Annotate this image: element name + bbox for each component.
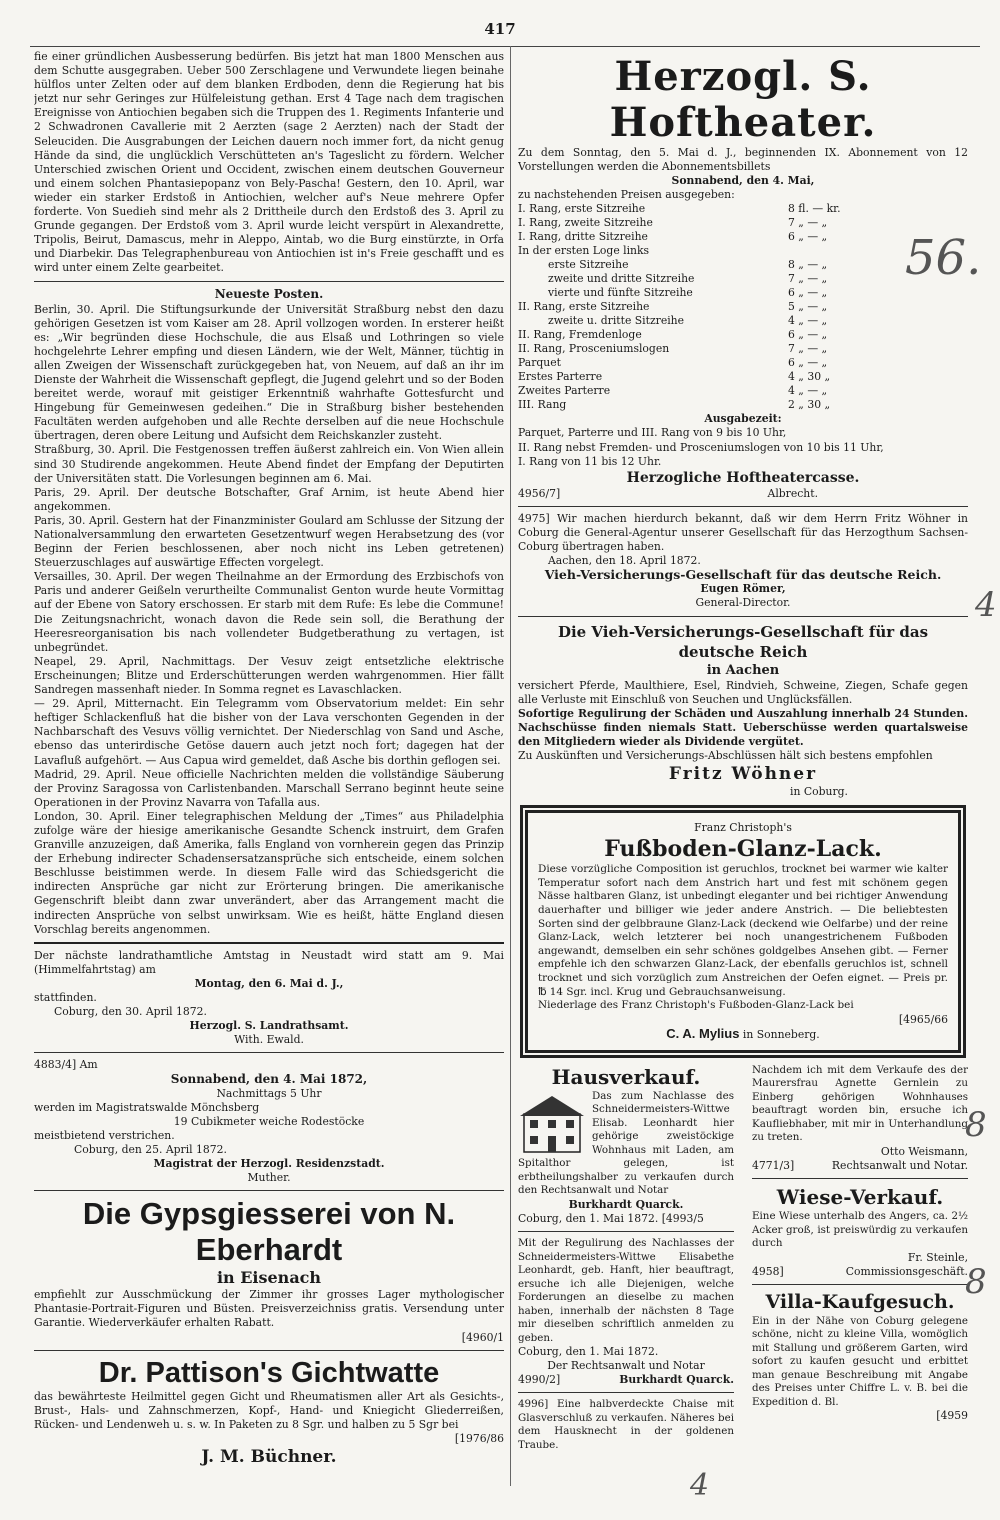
wiese-text: Eine Wiese unterhalb des Angers, ca. 2½ Acker groß, ist preiswürdig zu verkaufen durch [752,1210,968,1250]
price-row [518,342,968,356]
price-label: erste Sitzreihe [548,258,629,272]
lack-ad-frame [520,805,966,1058]
bottom-ads [518,1064,968,1452]
vieh-director-title: General-Director. [695,596,791,610]
theater-ref: 4956/7] [518,486,561,500]
amtstag-notice [34,949,504,1048]
price-label: zweite u. dritte Sitzreihe [548,314,684,328]
column-divider [510,46,511,1486]
amtstag-text: Der nächste landrathamtliche Amtstag in Neustadt wird statt am 9. Mai (Himmelfahrtstag) am [34,948,504,976]
amtstag-name: With. Ewald. [234,1033,304,1047]
vieh2-title: Die Vieh-Versicherungs-Gesellschaft für das deutsche Reich [557,622,929,661]
handwritten-note: 56. [905,230,982,286]
theater-intro: Zu dem Sonntag, den 5. Mai d. J., beginnenden IX. Abonnement von 12 Vorstellungen werden die Abonnementsbillets [518,146,968,174]
price-value: 7 „ — „ [788,272,828,286]
ausgabe-heading: Ausgabezeit: [704,412,782,426]
wohnhaus-text: Nachdem ich mit dem Verkaufe des der Maurersfrau Agnette Gernlein zu Einberg gehörigen Wohnhauses beauftragt worden bin, ersuche ich Kaufliebhaber, mit mir in Unterhandlung zu treten. [752,1063,968,1144]
regulierung-ref: 4990/2] [518,1373,561,1387]
price-row [518,286,968,300]
haus-place-date: Coburg, den 1. Mai 1872. [4993/5 [518,1212,704,1226]
gyps-ad [34,1196,504,1344]
vieh-company: Vieh-Versicherungs-Gesellschaft für das deutsche Reich. [544,567,942,583]
pattison-title: Dr. Pattison's Gichtwatte [98,1356,440,1389]
vieh-place-date: Aachen, den 18. April 1872. [548,554,701,568]
theater-date: Sonnabend, den 4. Mai, [671,174,815,188]
bottom-left-ads [518,1064,734,1452]
ausgabe-line: Parquet, Parterre und III. Rang von 9 bis 10 Uhr, [518,426,787,440]
wiese-signer-title: Commissionsgeschäft. [845,1264,968,1278]
vieh2-text3: Zu Auskünften und Versicherungs-Abschlüssen hält sich bestens empfohlen [518,748,933,762]
news-item-madrid: Madrid, 29. April. Neue officielle Nachrichten melden die vollständige Säuberung der Provinz Saragossa von Carlistenbanden. Marschall Serrano beginnt heute seine Operationen in der Provinz Navarra von Tafalla aus. [34,767,504,809]
article-antiochia: fie einer gründlichen Ausbesserung bedürfen. Bis jetzt hat man 1800 Menschen aus dem Schutte ausgegraben. Ueber 500 Zerschlagene und Verwundete liegen beinahe hülflos unter Zelten oder auf dem blanken Erdboden, denn die Regierung hat bis jetzt nur sehr Geringes zur Hülfeleistung gethan. Erst 4 Tage nach dem tragischen Ereignisse von Antiochien begaben sich die Truppen des 1. Regiments Infanterie und 2 Schwadronen Cavallerie mit 2 Aerzten (sage 2 Aerzten) nach der Stadt der Seleuciden. Die Ausgrabungen der Leichen dauern noch immer fort, da nicht genug Hände da sind, die unglücklich Verschütteten an's Tageslicht zu fördern. Welcher Unterschied zwischen Orient und Occident, zwischen einem deutschen Gouverneur und einem solchen Phantasiepopanz von Bely-Pascha! Gestern, den 10. April, war wieder ein starker Erdstoß in Antiochien, welcher auf's Neue mehrere Opfer forderte. Von Suedieh sind mehr als 2 Drittheile durch den Erdstoß des 3. April zu Grunde gegangen. Der Erdstoß vom 3. April wurde leicht verspürt in Alexandrette, Tripolis, Beirut, Damascus, mehr in Aleppo, Aintab, wo die Burg einstürzte, in Orfa und Diarbekir. Das Telegraphenbureau von Antiochien ist in's Freie geschafft und es wird unter einem Zelte gearbeitet. [34,50,504,275]
amtstag-authority: Herzogl. S. Landrathsamt. [189,1019,349,1033]
divider [518,1231,734,1232]
page-number: 417 [484,20,516,38]
lack-text: Diese vorzügliche Composition ist geruchlos, trocknet bei warmer wie kalter Temperatur sofort nach dem Anstrich hart und fest mit schönem gegen Nässe haltbaren Glanz, ist unbedingt eleganter und bei richtiger Anwendung dauerhafter und billiger wie jeder andere Anstrich. — Die beliebtesten Sorten sind der gelbbraune Glanz-Lack (deckend wie Oelfarbe) und der reine Glanz-Lack, welch letzterer bei noch unangestrichenem Fußboden angewandt, demselben ein sehr schönes goldgelbes Ansehen gibt. — Ferner empfehle ich den schwarzen Glanz-Lack, der ebenfalls geruchlos ist, schnell trocknet und sich vorzüglich zum Anstreichen der Oefen eignet. — Preis pr. ℔ 14 Sgr. incl. Krug und Gebrauchsanweisung. [538,863,948,998]
handwritten-note: 4 [975,585,997,625]
villa-ref: [4959 [936,1409,968,1423]
price-value: 4 „ — „ [788,314,828,328]
left-column [34,50,504,1490]
divider [34,281,504,282]
regulierung-text: Mit der Regulirung des Nachlasses der Schneidermeisters-Wittwe Elisabethe Leonhardt, geb. Hanft, hier beauftragt, ersuche ich alle Diejenigen, welche Forderungen an dieselbe zu machen haben, innerhalb der nächsten 8 Tage mir dieselben schriftlich anmelden zu geben. [518,1237,734,1344]
chaise-text: 4996] Eine halbverdeckte Chaise mit Glasverschluß zu verkaufen. Näheres bei dem Hausknecht in der goldenen Traube. [518,1398,734,1451]
divider [34,1350,504,1351]
amtstag-place-date: Coburg, den 30. April 1872. [54,1005,207,1019]
news-item-london: London, 30. April. Einer telegraphischen Meldung der „Times“ aus Philadelphia zufolge wäre der hiesige amerikanische Gesandte Schenck instruirt, dem Grafen Granville anzuzeigen, daß Amerika, falls England von vornherein gegen das Prinzip der Erhebung indirecter Schadensersatzansprüche sich entscheide, einem solchen Beschlusse beistimmen werde. In diesem Falle wird das Schiedsgericht die indirecten Ansprüche gar nicht zur Erörterung bringen. Die amerikanische Gegenschrift bleibt dann zwar unverändert, aber das Arrangement macht die indirecten Ansprüche von selbst unwirksam. Wie es heißt, hätte England diesen Vorschlag bereits angenommen. [34,809,504,936]
right-column [518,50,968,1490]
price-row [518,272,968,286]
price-value: 5 „ — „ [788,300,828,314]
auction-notice [34,1058,504,1185]
price-row [518,356,968,370]
villa-title: Villa-Kaufgesuch. [765,1290,955,1313]
vieh-director: Eugen Römer, [700,582,786,596]
news-item-paris-29: Paris, 29. April. Der deutsche Botschafter, Graf Arnim, ist heute Abend hier angekommen. [34,485,504,513]
price-value: 6 „ — „ [788,356,828,370]
wohnhaus-footer [752,1159,968,1173]
pattison-seller: J. M. Büchner. [201,1446,337,1467]
price-row [518,244,968,258]
price-label: Zweites Parterre [518,384,611,398]
divider [752,1178,968,1179]
wiese-signer: Fr. Steinle, [907,1250,968,1264]
price-value: 6 „ — „ [788,230,828,244]
lack-seller: C. A. Mylius [666,1025,740,1041]
news-item-strassburg: Straßburg, 30. April. Die Festgenossen treffen äußerst zahlreich ein. Von Wien allein sind 30 Studirende angekommen. Heute Abend findet der Empfang der Deputirten der Universitäten statt. Die Vorlesungen beginnen am 6. Mai. [34,443,504,485]
house-illustration [518,1092,586,1154]
price-label: Parquet [518,356,561,370]
divider [34,1052,504,1053]
price-list [518,202,968,412]
price-label: III. Rang [518,398,567,412]
haus-title: Hausverkauf. [551,1064,701,1089]
haus-body [518,1090,734,1198]
wiese-title: Wiese-Verkauf. [776,1185,944,1210]
haus-lawyer: Burkhardt Quarck. [568,1197,684,1211]
wohnhaus-ref: 4771/3] [752,1159,795,1173]
handwritten-note: 8 [965,1262,987,1302]
auction-authority: Magistrat der Herzogl. Residenzstadt. [153,1157,385,1171]
gyps-text: empfiehlt zur Ausschmückung der Zimmer ihr grosses Lager mythologischer Phantasie-Portrait-Figuren und Büsten. Preisverzeichniss gratis. Versendung unter Garantie. Wiederverkäufer erhalten Rabatt. [34,1288,504,1330]
price-value: 4 „ 30 „ [788,370,831,384]
top-rule [30,46,980,47]
vieh2-agent: Fritz Wöhner [668,764,818,785]
price-row [518,398,968,412]
price-label: II. Rang, Prosceniumslogen [518,342,670,356]
gyps-title: Die Gypsgiesserei von N. Eberhardt [82,1196,456,1268]
gyps-ref: [4960/1 [461,1330,504,1344]
price-label: I. Rang, erste Sitzreihe [518,202,646,216]
price-label: II. Rang, Fremdenloge [518,328,642,342]
price-label: I. Rang, dritte Sitzreihe [518,230,648,244]
price-value: 7 „ — „ [788,342,828,356]
pattison-ref: [1976/86 [454,1431,504,1445]
divider [752,1284,968,1285]
wiese-footer [752,1265,968,1279]
price-label: zweite und dritte Sitzreihe [548,272,695,286]
lack-seller-place: in Sonneberg. [742,1027,820,1041]
auction-time: Nachmittags 5 Uhr [216,1086,322,1100]
news-item-versailles: Versailles, 30. April. Der wegen Theilnahme an der Ermordung des Erzbischofs von Paris und anderer Geißeln verurtheilte Communalist Genton wurde heute Vormittag auf der Ebene von Satory erschossen. Er starb mit dem Rufe: Es lebe die Commune! Die Zeitungsnachricht, wonach davon die Rede sein soll, die Berathung der Heeresreorganisation bis nach vollendeter Budgetberathung zu vertagen, ist unbegründet. [34,570,504,654]
divider [34,942,504,944]
auction-name: Muther. [247,1171,291,1185]
vieh-text: 4975] Wir machen hierdurch bekannt, daß wir dem Herrn Fritz Wöhner in Coburg die General-Agentur unserer Gesellschaft für das Herzogthum Sachsen-Coburg übertragen haben. [518,511,968,554]
regulierung-title: Der Rechtsanwalt und Notar [547,1359,705,1373]
news-item-paris-30: Paris, 30. April. Gestern hat der Finanzminister Goulard am Schlusse der Sitzung der Nationalversammlung den erwarteten Gesetzentwurf wegen Herabsetzung des (vor Beginn der Ferien beschlossenen, aber noch nicht ins Leben getretenen) Steuerzuschlages auf auswärtige Effecten vorgelegt. [34,513,504,570]
lack-seller-line [538,1027,948,1042]
price-label: In der ersten Loge links [518,244,650,258]
auction-line1: werden im Magistratswalde Mönchsberg [34,1100,260,1114]
handwritten-note: 4 [690,1468,710,1503]
auction-date: Sonnabend, den 4. Mai 1872, [170,1072,368,1087]
price-row [518,230,968,244]
auction-place-date: Coburg, den 25. April 1872. [74,1142,227,1156]
divider [518,616,968,617]
vieh2-agent-place: in Coburg. [790,785,848,799]
wohnhaus-signer: Otto Weismann, [880,1144,968,1158]
lack-ref: [4965/66 [898,1012,948,1026]
news-item-berlin: Berlin, 30. April. Die Stiftungsurkunde der Universität Straßburg nebst den dazu gehörigen Gesetzen ist vom Kaiser am 28. April vollzogen worden. In ersterer heißt es: „Wir begründen diese Hochschule, die aus Elsaß und Lothringen so viele hochgelehrte Lehrer empfing und diesen Ländern, wie der Welt, Männer, tüchtig in allen Zweigen der Wissenschaft zurückgegeben hat, von Neuem, auf daß an ihr im Dienste der Wahrheit die Wissenschaft gepflegt, die Jugend gelehrt und so der Boden bereitet werde, worauf mit geistiger Erkenntniß wahrhafte Gottesfurcht und Hingebung für Gemeinwesen gedeihen.“ Die in Straßburg bisher bestehenden Facultäten werden aufgehoben und alle Rechte derselben auf die neue Hochschule übertragen, deren obere Leitung und Aufsicht dem Reichskanzler zusteht. [34,302,504,443]
ausgabe-line: II. Rang nebst Fremden- und Prosceniumslogen von 10 bis 11 Uhr, [518,440,884,454]
handwritten-note: 8 [965,1105,987,1145]
price-row [518,384,968,398]
theater-footer [518,487,968,501]
amtstag-date: Montag, den 6. Mai d. J., [194,976,344,990]
auction-ref: 4883/4] Am [34,1058,98,1072]
theater-ad [518,54,968,501]
price-value: 8 fl. — kr. [788,202,841,216]
theater-signer: Albrecht. [767,486,818,500]
lack-maker: Franz Christoph's [694,821,792,835]
pattison-ad [34,1356,504,1468]
vieh-announcement [518,512,968,611]
price-value: 8 „ — „ [788,258,828,272]
villa-text: Ein in der Nähe von Coburg gelegene schöne, nicht zu kleine Villa, womöglich mit Stallung und größerem Garten, wird sofort zu kaufen gesucht und erbittet man genaue Beschreibung mit Angabe des Preises unter Chiffre L. v. B. bei die Expedition d. Bl. [752,1314,968,1408]
price-row [518,328,968,342]
lack-depot: Niederlage des Franz Christoph's Fußboden-Glanz-Lack bei [538,999,854,1012]
haus-text: Das zum Nachlasse des Schneidermeisters-Wittwe Elisab. Leonhardt hier gehörige zweistöckige Wohnhaus mit Laden, am Spitalthor gelegen, ist erbtheilungshalber zu verkaufen durch den Rechtsanwalt und Notar [518,1089,734,1197]
price-label: Erstes Parterre [518,370,603,384]
theater-office: Herzogliche Hoftheatercasse. [626,469,860,486]
news-heading: Neueste Posten. [214,286,324,301]
divider [518,1392,734,1393]
gyps-place: in Eisenach [216,1268,322,1288]
amtstag-text2: stattfinden. [34,991,97,1004]
ausgabe-line: I. Rang von 11 bis 12 Uhr. [518,454,662,468]
price-row [518,370,968,384]
price-row [518,314,968,328]
wohnhaus-signer-title: Rechtsanwalt und Notar. [831,1159,968,1173]
price-label: II. Rang, erste Sitzreihe [518,300,650,314]
price-value: 6 „ — „ [788,328,828,342]
price-row [518,216,968,230]
vieh2-text1: versichert Pferde, Maulthiere, Esel, Rindvieh, Schweine, Ziegen, Schafe gegen alle Verluste mit Einschluß von Seuchen und Unglücksfällen. [518,678,968,706]
bottom-right-ads [752,1064,968,1452]
price-value: 2 „ 30 „ [788,398,831,412]
price-row [518,258,968,272]
regulierung-footer [518,1373,734,1387]
price-row [518,300,968,314]
price-label: I. Rang, zweite Sitzreihe [518,216,653,230]
price-row [518,202,968,216]
price-value: 6 „ — „ [788,286,828,300]
price-value: 4 „ — „ [788,384,828,398]
regulierung-place-date: Coburg, den 1. Mai 1872. [518,1345,659,1359]
price-label: vierte und fünfte Sitzreihe [548,286,693,300]
auction-line2: 19 Cubikmeter weiche Rodestöcke [173,1114,365,1128]
auction-line3: meistbietend verstrichen. [34,1128,175,1142]
divider [518,506,968,507]
vieh2-place: in Aachen [706,662,780,678]
theater-title: Herzogl. S. Hoftheater. [609,53,877,146]
wiese-ref: 4958] [752,1264,784,1278]
theater-prices-intro: zu nachstehenden Preisen ausgegeben: [518,188,735,202]
pattison-text: das bewährteste Heilmittel gegen Gicht und Rheumatismen aller Art als Gesichts-, Brust-, Hals- und Zahnschmerzen, Kopf-, Hand- und Kniegicht Gliederreißen, Rücken- und Lendenweh u. s. w. In Paketen zu 8 Sgr. und halben zu 5 Sgr bei [34,1389,504,1431]
vieh2-text2: Sofortige Regulirung der Schäden und Auszahlung innerhalb 24 Stunden. Nachschüsse finden niemals Statt. Ueberschüsse werden quartalsweise den Mitgliedern wieder als Dividende vergütet. [518,706,968,748]
divider [34,1190,504,1191]
lack-title: Fußboden-Glanz-Lack. [604,836,882,863]
news-item-neapel-night: — 29. April, Mitternacht. Ein Telegramm vom Observatorium meldet: Ein sehr heftiger Schlackenfluß hat die bisher von der Lava verschonten Gegenden in der Nachbarschaft des Vesuvs völlig vernichtet. Der Niederschlag von Sand und Asche, ebenso das unterirdische Getöse dauern auch jetzt noch fort; dagegen hat der Lavafluß aufgehört. — Aus Capua wird gemeldet, daß Asche bis dorthin geflogen sei. [34,697,504,767]
vieh-insurance-ad [518,622,968,800]
price-value [788,244,878,258]
news-item-neapel: Neapel, 29. April, Nachmittags. Der Vesuv zeigt entsetzliche elektrische Erscheinungen; Blitze und Erderschütterungen werden wahrgenommen. Hier fällt Sandregen massenhaft nieder. In Somma regnet es Lavaschlacken. [34,654,504,697]
price-value: 7 „ — „ [788,216,828,230]
regulierung-lawyer: Burkhardt Quarck. [619,1373,734,1387]
